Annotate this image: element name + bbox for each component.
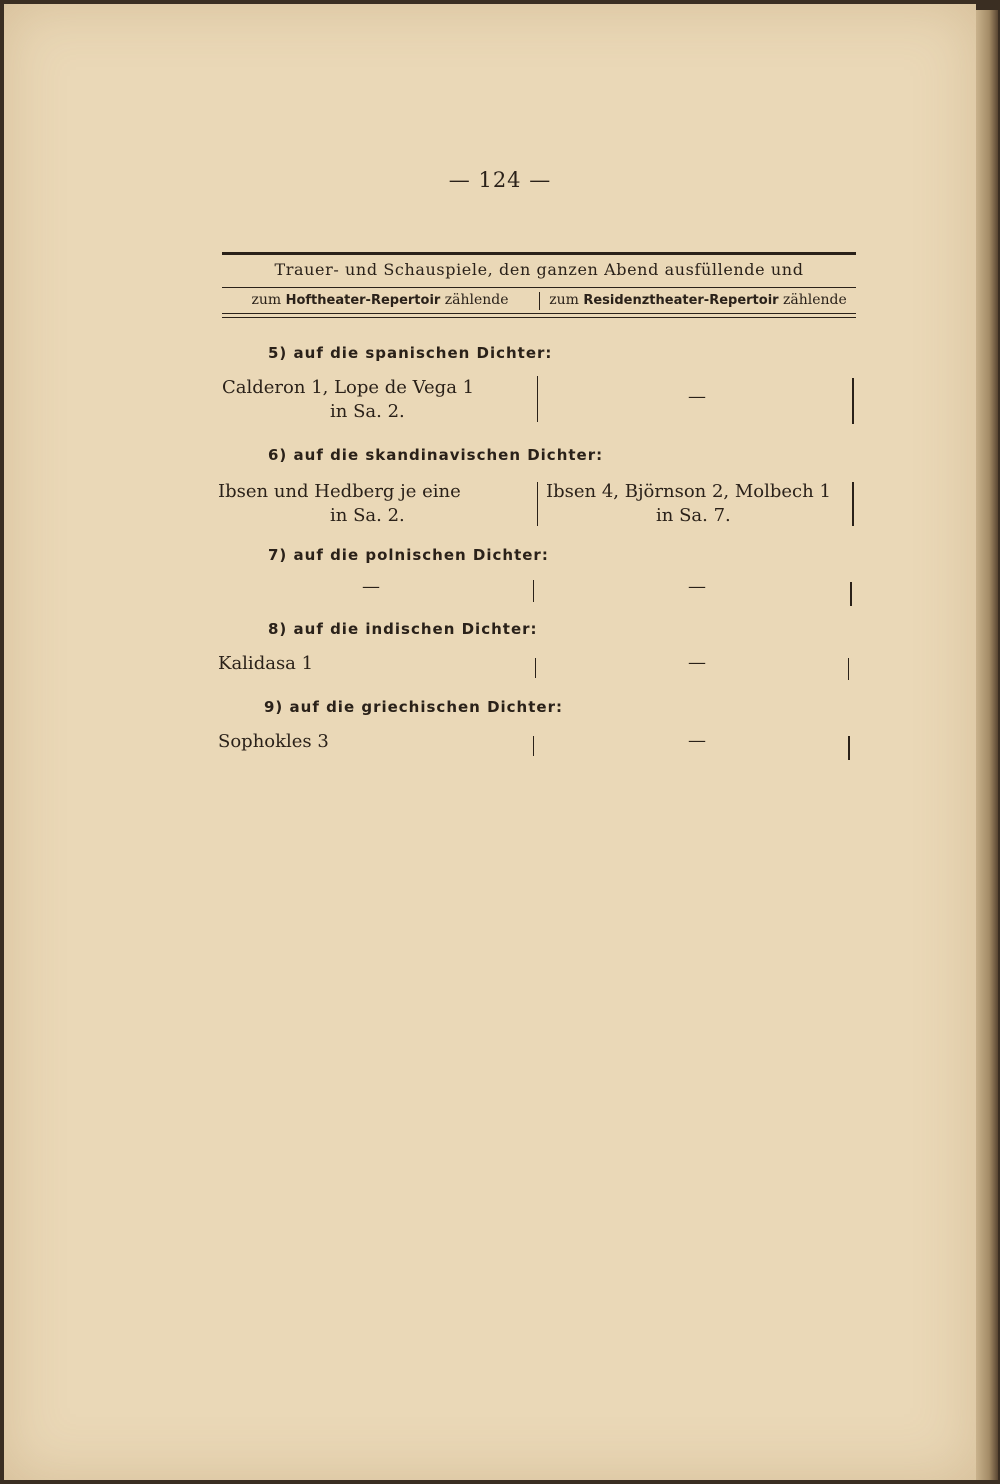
left-column-header xyxy=(222,292,538,308)
row-right-bar xyxy=(848,736,850,760)
column-divider xyxy=(535,658,536,678)
left-header-bold: Hoftheater-Repertoir xyxy=(285,293,441,308)
entry-left-line-1: Ibsen und Hedberg je eine xyxy=(218,481,461,502)
page-gutter-edge xyxy=(976,10,998,1480)
column-divider xyxy=(533,736,534,756)
column-divider xyxy=(537,482,538,526)
left-header-suffix: zählende xyxy=(444,292,509,308)
section-heading-indian: 8) auf die indischen Dichter: xyxy=(268,620,538,638)
right-header-prefix: zum xyxy=(549,292,579,308)
column-divider xyxy=(537,376,538,422)
row-right-bar xyxy=(850,582,852,606)
entry-right-dash: — xyxy=(688,652,706,673)
entry-left-line-1: Kalidasa 1 xyxy=(218,653,314,674)
page-number: — 124 — xyxy=(448,168,552,192)
section-heading-spanish: 5) auf die spanischen Dichter: xyxy=(268,344,553,362)
header-top-rule xyxy=(222,252,856,255)
entry-left-dash: — xyxy=(362,576,380,597)
left-header-prefix: zum xyxy=(251,292,282,308)
entry-left-line-1: Sophokles 3 xyxy=(218,731,329,752)
book-page xyxy=(4,4,976,1480)
column-divider xyxy=(533,580,534,602)
row-right-bar xyxy=(852,378,854,424)
entry-left-line-1: Calderon 1, Lope de Vega 1 xyxy=(222,377,475,398)
right-header-suffix: zählende xyxy=(783,292,847,308)
entry-right-dash: — xyxy=(688,576,706,597)
entry-left-line-2: in Sa. 2. xyxy=(330,401,405,422)
right-column-header xyxy=(540,292,856,308)
entry-right-dash: — xyxy=(688,730,706,751)
entry-left-line-2: in Sa. 2. xyxy=(330,505,405,526)
right-header-bold: Residenztheater-Repertoir xyxy=(583,293,779,308)
entry-right-dash: — xyxy=(688,386,706,407)
row-right-bar xyxy=(852,482,854,526)
entry-right-line-2: in Sa. 7. xyxy=(656,505,731,526)
header-bottom-rule-1 xyxy=(222,313,856,314)
entry-right-line-1: Ibsen 4, Björnson 2, Molbech 1 xyxy=(546,481,831,502)
row-right-bar xyxy=(848,658,849,680)
section-heading-greek: 9) auf die griechischen Dichter: xyxy=(264,698,563,716)
header-mid-rule xyxy=(222,287,856,288)
table-caption: Trauer- und Schauspiele, den ganzen Abend ausfüllende und xyxy=(274,260,804,279)
section-heading-scandinavian: 6) auf die skandinavischen Dichter: xyxy=(268,446,604,464)
header-bottom-rule-2 xyxy=(222,317,856,318)
section-heading-polish: 7) auf die polnischen Dichter: xyxy=(268,546,549,564)
